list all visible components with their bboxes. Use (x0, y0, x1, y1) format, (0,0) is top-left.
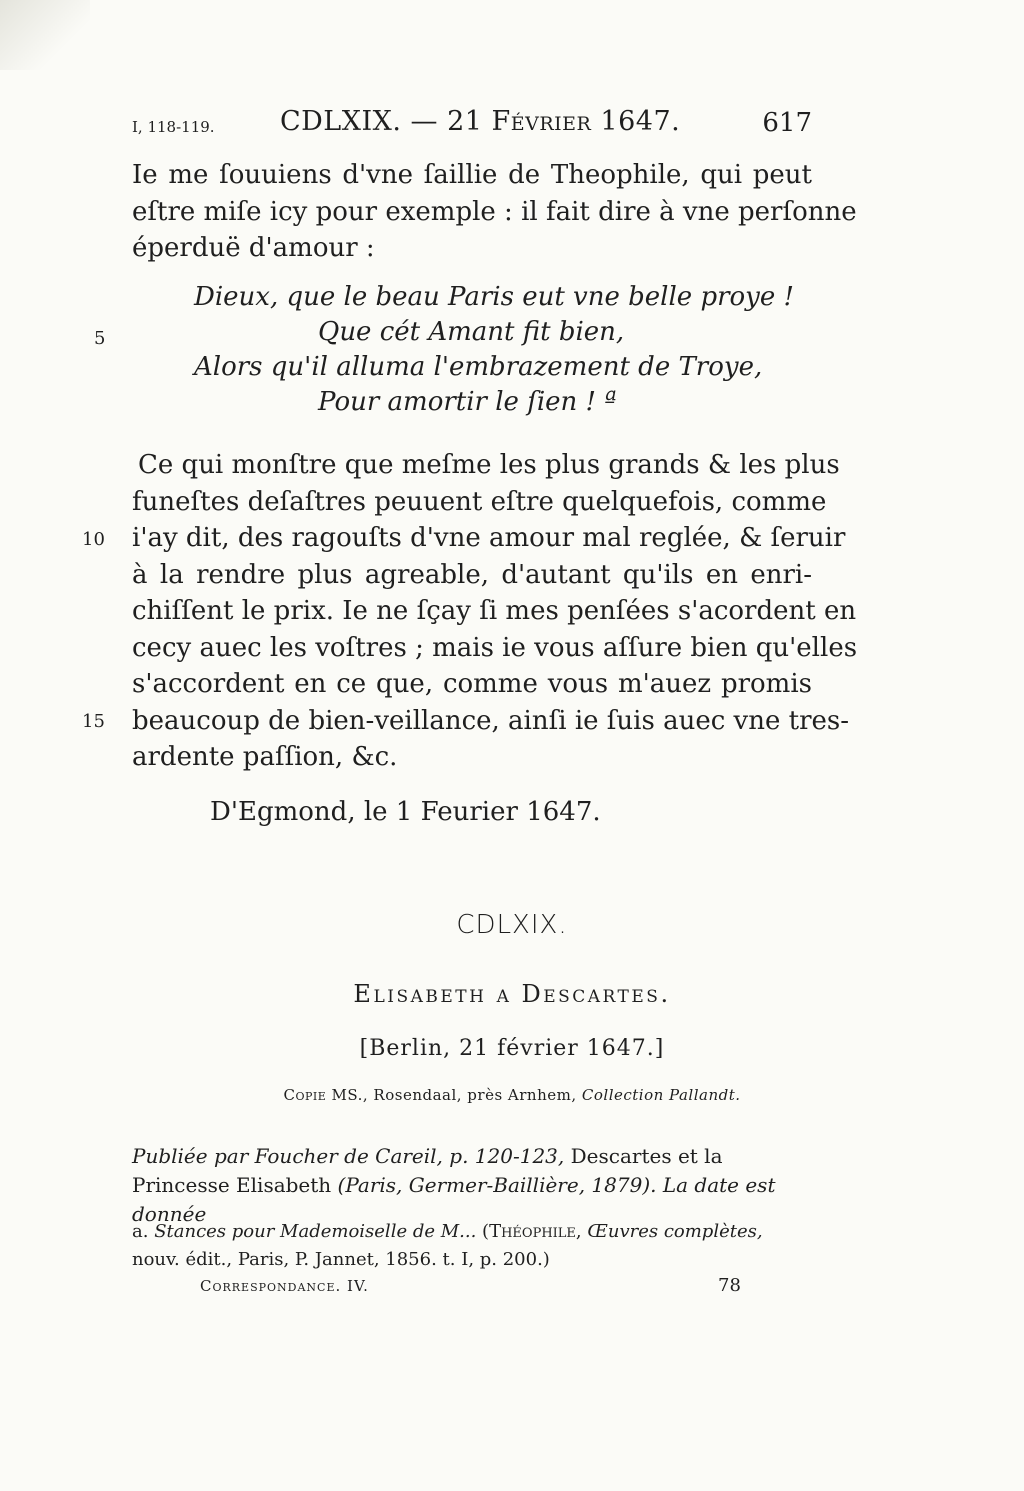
printer-signature: Correspondance. IV. (200, 1277, 369, 1295)
letter-dateline: [Berlin, 21 février 1647.] (359, 1036, 665, 1061)
text-line: Ie me ſouuiens d'vne ſaillie de Theophile, qui peut (132, 160, 812, 190)
footnote-edition-title: Œuvres complètes, (587, 1221, 763, 1242)
poem-line: Dieux, que le beau Paris eut vne belle proye ! (194, 282, 794, 312)
text-line: Ce qui monſtre que meſme les plus grands & les plus (138, 450, 840, 480)
source-location: MS., Rosendaal, près Arnhem, (326, 1086, 582, 1104)
text-line: s'accordent en ce que, comme vous m'auez promis (132, 669, 812, 699)
publication-editor: Publiée par Foucher de Careil, p. 120-123, (132, 1144, 565, 1168)
poem-line: Alors qu'il alluma l'embrazement de Troye, (194, 352, 763, 382)
text-line: funeſtes deſaſtres peuuent eſtre quelquefois, comme (132, 486, 827, 517)
footnote-text: ( (476, 1221, 490, 1242)
poem-line: Que cét Amant fit bien, (318, 317, 625, 347)
letter-number-heading: CDLXIX. (456, 910, 568, 940)
publication-note (132, 1142, 812, 1229)
publication-details: (Paris, Germer-Baillière, 1879). La date est donnée (132, 1173, 776, 1226)
text-line: chiſſent le prix. Ie ne ſçay ſi mes penſées s'acordent en (132, 596, 857, 626)
line-number: 5 (94, 328, 106, 349)
text-line: i'ay dit, des ragouſts d'vne amour mal reglée, & ſeruir (132, 523, 846, 553)
page-corner-shadow (0, 0, 90, 70)
source-label: Copie (283, 1086, 327, 1104)
text-line: ardente paſſion, &c. (132, 742, 398, 772)
footnote-author: Théophile (489, 1221, 576, 1242)
publication-title: Descartes et la Princesse Elisabeth (132, 1144, 723, 1197)
source-collection: Collection Pallandt. (581, 1086, 741, 1104)
paragraph-1 (132, 157, 857, 267)
title-number-day: CDLXIX. — 21 (280, 106, 492, 137)
text-line: beaucoup de bien-veillance, ainſi ie ſuis auec vne tres- (132, 705, 850, 736)
footnote (132, 1218, 812, 1274)
paragraph-2 (132, 447, 858, 776)
title-year: 1647. (591, 106, 681, 137)
running-header (132, 104, 812, 144)
line-number: 15 (82, 711, 105, 732)
footnote-work-title: Stances pour Mademoiselle de M... (154, 1221, 477, 1242)
running-title (280, 106, 680, 137)
text-line: à la rendre plus agreable, d'autant qu'ils en enri- (132, 559, 812, 590)
poem-line: Pour amortir le ſien ! ª (318, 387, 617, 417)
letter-sender-recipient: Elisabeth a Descartes. (353, 980, 671, 1008)
text-line: cecy auec les voſtres ; mais ie vous aſſure bien qu'elles (132, 632, 858, 663)
volume-reference: I, 118-119. (132, 118, 215, 136)
title-month: Février (491, 106, 592, 137)
signature-mark: 78 (718, 1275, 741, 1296)
page-number: 617 (762, 108, 812, 138)
text-line: éperduë d'amour : (132, 233, 375, 263)
footnote-marker: a. (132, 1221, 155, 1242)
manuscript-source (0, 1086, 1024, 1104)
letter-signoff: D'Egmond, le 1 Feurier 1647. (210, 797, 601, 827)
line-number: 10 (82, 529, 105, 550)
text-line: eſtre miſe icy pour exemple : il fait dire à vne perſonne (132, 196, 857, 227)
footnote-text: , (575, 1221, 588, 1242)
footnote-citation: nouv. édit., Paris, P. Jannet, 1856. t. I, p. 200.) (132, 1249, 550, 1270)
